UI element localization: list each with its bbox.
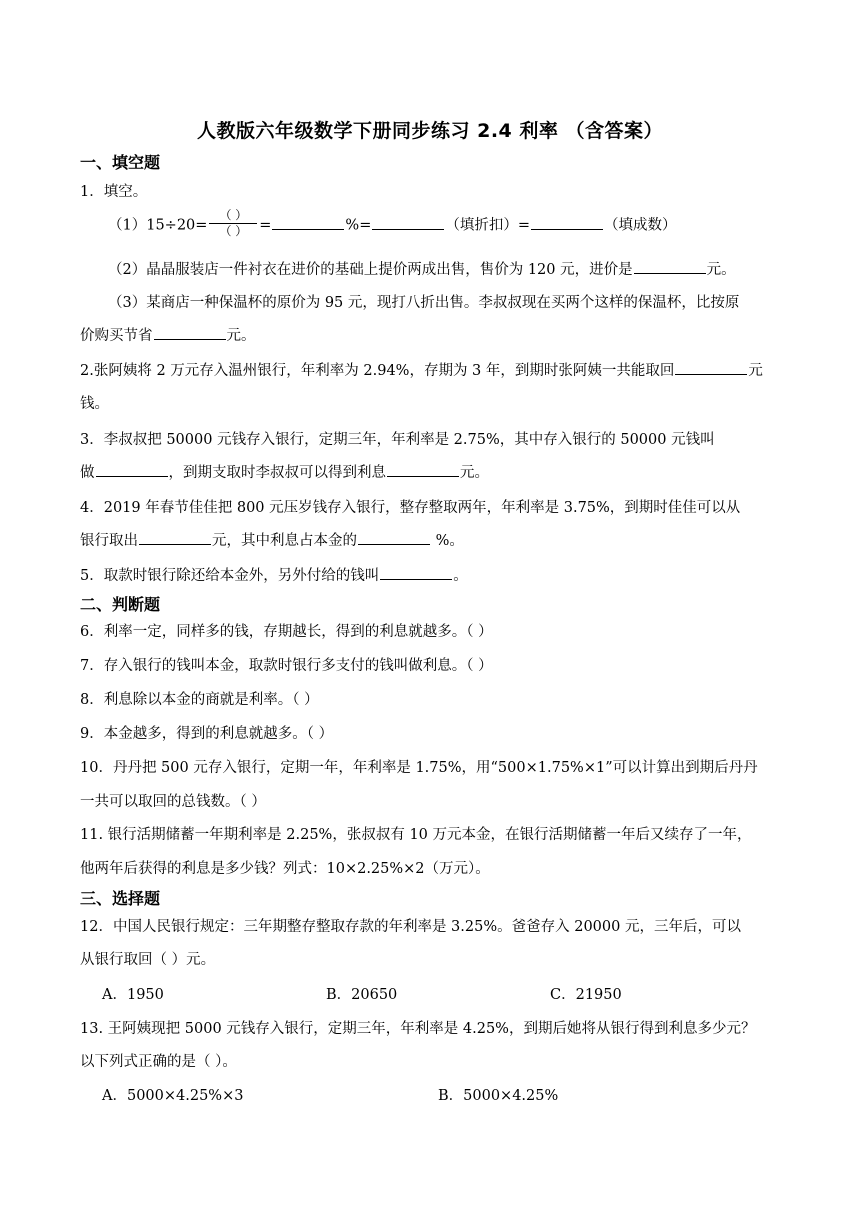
unit-text: 元 — [748, 363, 763, 379]
q1-part3-line1: （3）某商店一种保温杯的原价为 95 元，现打八折出售。李叔叔现在买两个这样的保温杯，比按原 — [108, 295, 740, 311]
q3-text: ，到期支取时李叔叔可以得到利息 — [168, 465, 386, 481]
q4-text: 元，其中利息占本金的 — [212, 533, 357, 549]
q10-line1: 10．丹丹把 500 元存入银行，定期一年，年利率是 1.75%，用“500×1.75%×1”可以计算出到期后丹丹 — [80, 760, 758, 776]
q1-part2 — [108, 258, 808, 279]
q12-line2: 从银行取回（ ）元。 — [80, 952, 216, 968]
q9-line: 9．本金越多，得到的利息就越多。（ ） — [80, 726, 334, 742]
q6-line: 6．利率一定，同样多的钱，存期越长，得到的利息就越多。（ ） — [80, 624, 493, 640]
q2-text: 2.张阿姨将 2 万元存入温州银行，年利率为 2.94%，存期为 3 年，到期时张阿姨一共能取回 — [80, 363, 675, 379]
fraction-denominator: （ ） — [219, 224, 248, 238]
q5-line — [80, 564, 780, 585]
percentage-hint: （填成数） — [604, 217, 677, 234]
unit-text: 元。 — [226, 328, 256, 344]
discount-hint: （填折扣）= — [445, 217, 531, 234]
q2-line2: 钱。 — [80, 396, 109, 412]
q3-line1: 3．李叔叔把 50000 元钱存入银行，定期三年，年利率是 2.75%，其中存入银行的 50000 元钱叫 — [80, 432, 715, 448]
q1-part1 — [108, 210, 808, 241]
q13-line2: 以下列式正确的是（ ）。 — [80, 1054, 237, 1070]
section-fill-blank-heading: 一、填空题 — [80, 153, 161, 172]
answer-blank[interactable] — [380, 565, 452, 580]
page-title: 人教版六年级数学下册同步练习 2.4 利率 （含答案） — [196, 120, 663, 142]
q2-line1 — [80, 359, 780, 380]
unit-text: 元。 — [706, 262, 736, 278]
q1-heading: 1．填空。 — [80, 184, 148, 200]
q12-option-c[interactable]: C．21950 — [550, 987, 622, 1003]
fraction-numerator: （ ） — [209, 208, 257, 224]
answer-blank[interactable] — [372, 215, 444, 230]
q13-line1: 13. 王阿姨现把 5000 元钱存入银行，定期三年，年利率是 4.25%，到期后她将从银行得到利息多少元？ — [80, 1021, 756, 1037]
q11-line2: 他两年后获得的利息是多少钱？列式：10×2.25%×2（万元）。 — [80, 861, 490, 877]
answer-blank[interactable] — [634, 259, 706, 274]
q10-line2: 一共可以取回的总钱数。（ ） — [80, 794, 266, 810]
section-multiple-choice-heading: 三、选择题 — [80, 889, 161, 908]
q12-option-a[interactable]: A．1950 — [102, 987, 164, 1003]
q13-option-a[interactable]: A．5000×4.25%×3 — [102, 1088, 244, 1104]
fraction-blank[interactable] — [209, 208, 257, 239]
q4-line2 — [80, 529, 780, 550]
answer-blank[interactable] — [96, 462, 168, 477]
q13-option-b[interactable]: B．5000×4.25% — [438, 1088, 559, 1104]
unit-text: 元。 — [460, 465, 489, 481]
answer-blank[interactable] — [358, 530, 430, 545]
q3-text: 做 — [80, 465, 95, 481]
q8-line: 8．利息除以本金的商就是利率。（ ） — [80, 692, 319, 708]
q7-line: 7．存入银行的钱叫本金，取款时银行多支付的钱叫做利息。（ ） — [80, 658, 493, 674]
answer-blank[interactable] — [139, 530, 211, 545]
q12-line1: 12．中国人民银行规定：三年期整存整取存款的年利率是 3.25%。爸爸存入 20000 元，三年后，可以 — [80, 919, 741, 935]
answer-blank[interactable] — [387, 462, 459, 477]
q4-line1: 4．2019 年春节佳佳把 800 元压岁钱存入银行，整存整取两年，年利率是 3.75%，到期时佳佳可以从 — [80, 500, 741, 516]
equals-sign: = — [259, 217, 272, 234]
q4-text: 银行取出 — [80, 533, 138, 549]
answer-blank[interactable] — [272, 215, 344, 230]
q11-line1: 11. 银行活期储蓄一年期利率是 2.25%，张叔叔有 10 万元本金，在银行活期储蓄一年后又续存了一年， — [80, 827, 752, 843]
q5-text: 5．取款时银行除还给本金外，另外付给的钱叫 — [80, 568, 380, 584]
q1-part2-text: （2）晶晶服装店一件衬衣在进价的基础上提价两成出售，售价为 120 元，进价是 — [108, 262, 633, 278]
percent-sign: %。 — [431, 533, 464, 549]
q5-end: 。 — [453, 568, 468, 584]
answer-blank[interactable] — [154, 325, 226, 340]
answer-blank[interactable] — [531, 215, 603, 230]
q1-part3-line2 — [80, 324, 780, 345]
section-true-false-heading: 二、判断题 — [80, 595, 161, 614]
q12-option-b[interactable]: B．20650 — [326, 987, 398, 1003]
q1-part3-text: 价购买节省 — [80, 328, 153, 344]
q3-line2 — [80, 461, 780, 482]
answer-blank[interactable] — [675, 360, 747, 375]
q1-part1-prefix: （1）15÷20= — [108, 217, 208, 234]
percent-sign: %= — [345, 217, 372, 234]
